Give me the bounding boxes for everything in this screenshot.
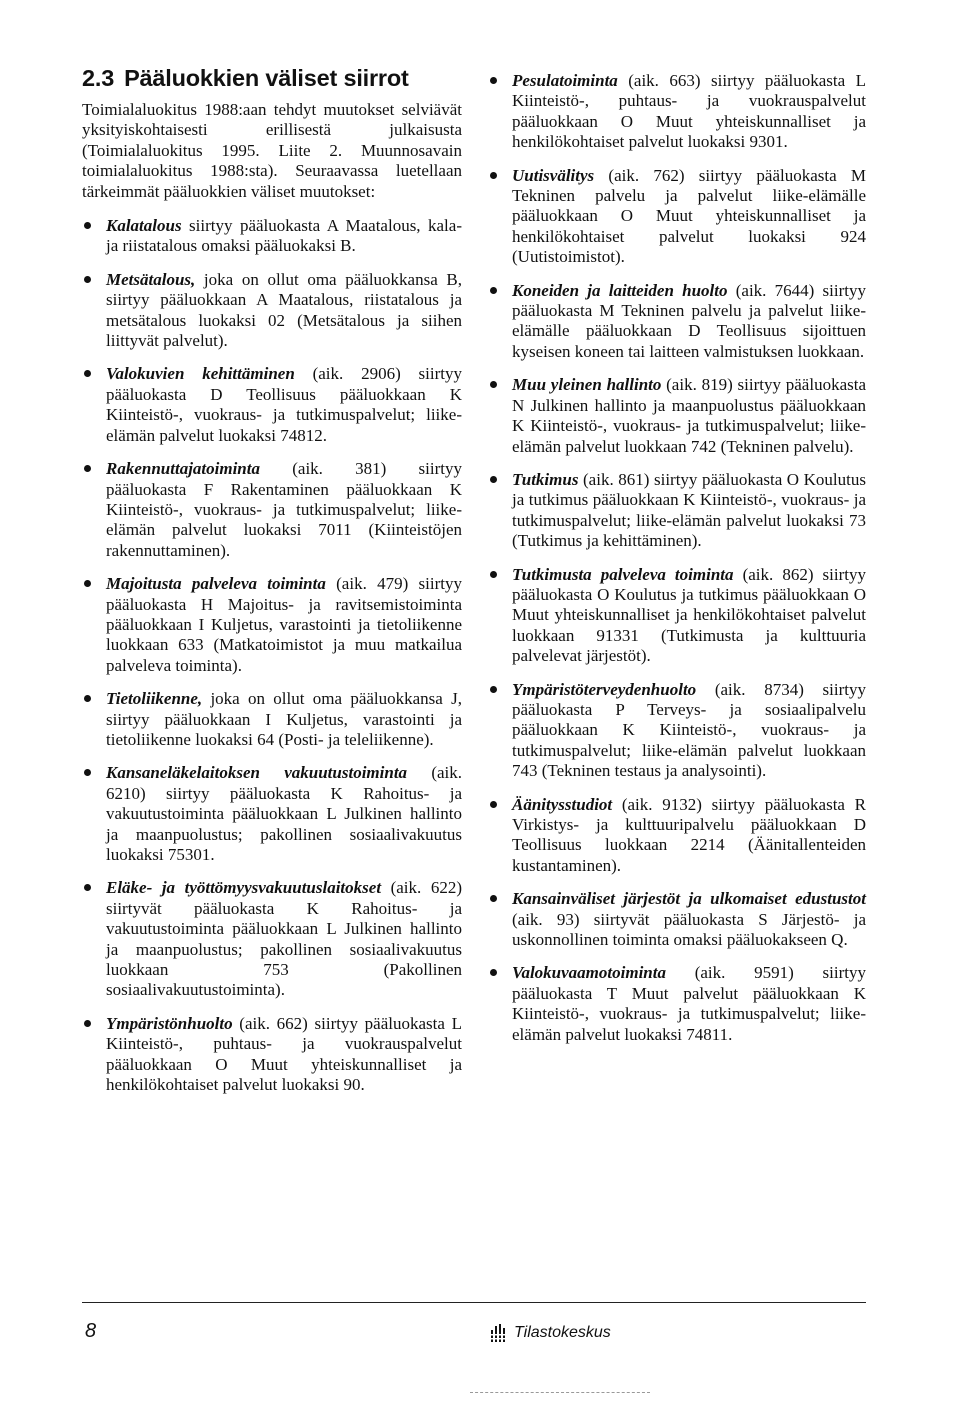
item-text: (aik. 663) siirtyy pääluokasta L Kiinteistö-, puhtaus- ja vuokrauspalvelut pääluokkaan O Muut yhteiskunnalliset ja henkilökohtaiset palvelut luokaksi 9301.: [512, 71, 866, 152]
list-item: [82, 763, 462, 865]
list-item: [488, 71, 866, 153]
item-term: Tutkimusta palveleva toiminta: [512, 564, 734, 584]
intro-paragraph: Toimialaluokitus 1988:aan tehdyt muutokset selviävät yksityiskohtaisesti erillisestä julkaisusta (Toimialaluokitus 1995. Liite 2. Muunnosavain toimialaluokitus 1988:sta). Seuraavassa luetellaan tärkeimmät pääluokkien väliset muutokset:: [82, 100, 462, 201]
item-text: (aik. 381) siirtyy pääluokasta F Rakentaminen pääluokkaan K Kiinteistö-, vuokraus- ja tutkimuspalvelut; liike-elämän palvelut luokaksi 7011 (Kiinteistöjen rakennuttaminen).: [106, 459, 462, 560]
bullet-icon: [84, 465, 91, 472]
bullet-icon: [490, 571, 497, 578]
tilastokeskus-logo-icon: [488, 1322, 510, 1344]
section-number: 2.3: [82, 65, 115, 91]
bullet-icon: [490, 801, 497, 808]
item-text: (aik. 662) siirtyy pääluokasta L Kiinteistö-, puhtaus- ja vuokrauspalvelut pääluokkaan O Muut yhteiskunnalliset ja henkilökohtaiset palvelut luokaksi 90.: [106, 1013, 462, 1095]
item-term: Tutkimus: [512, 469, 579, 489]
item-text: (aik. 93) siirtyvät pääluokasta S Järjestö- ja uskonnollinen toiminta omaksi pääluokakseen Q.: [512, 909, 866, 950]
bullet-icon: [84, 222, 91, 229]
bullet-icon: [84, 580, 91, 587]
bullet-icon: [490, 686, 497, 693]
bullet-icon: [490, 476, 497, 483]
bullet-icon: [490, 969, 497, 976]
list-item: [488, 963, 866, 1045]
list-item: [82, 270, 462, 352]
bullet-icon: [490, 895, 497, 902]
list-item: [82, 216, 462, 257]
right-column: [488, 71, 866, 1058]
item-term: Kansaneläkelaitoksen vakuutustoiminta: [106, 763, 408, 783]
list-item: [82, 689, 462, 750]
item-term: Kansainväliset järjestöt ja ulkomaiset edustustot: [512, 889, 866, 909]
bullet-icon: [84, 276, 91, 283]
publisher-mark: [488, 1322, 611, 1344]
item-term: Ympäristönhuolto: [106, 1013, 233, 1033]
item-text: (aik. 819) siirtyy pääluokasta N Julkinen hallinto ja maanpuolustus pääluokkaan K Kiinteistö-, vuokraus- ja tutkimuspalvelut; liike-elämän palvelut luokkaan 742 (Tekninen palvelu).: [512, 375, 866, 456]
bullet-icon: [490, 77, 497, 84]
item-term: Valokuvaamotoiminta: [512, 963, 666, 983]
item-term: Majoitusta palveleva toiminta: [106, 574, 326, 594]
list-item: [488, 795, 866, 877]
item-text: (aik. 8734) siirtyy pääluokasta P Terveys- ja sosiaalipalvelu pääluokkaan K Kiinteistö-, vuokraus- ja tutkimuspalvelut; liike-elämän palvelut luokkaan 743 (Tekninen testaus ja analysointi).: [512, 679, 866, 781]
item-text: (aik. 9132) siirtyy pääluokasta R Virkistys- ja kulttuuripalvelu pääluokkaan D Teollisuus luokkaan 2214 (Äänitallenteiden kustantaminen).: [512, 794, 866, 875]
section-title: Pääluokkien väliset siirrot: [124, 65, 409, 91]
list-item: [82, 878, 462, 1000]
item-text: joka on ollut oma pääluokkansa B, siirtyy pääluokkaan A Maatalous, riistatalous ja metsätalous luokaksi 02 (Metsätalous ja siihen liittyvät palvelut).: [106, 269, 462, 351]
item-text: (aik. 2906) siirtyy pääluokasta D Teollisuus pääluokkaan K Kiinteistö-, vuokraus- ja tutkimuspalvelut; liike-elämän palvelut luokaksi 74812.: [106, 364, 462, 445]
section-heading: [82, 64, 472, 92]
left-column: [82, 100, 462, 1108]
list-item: [82, 1014, 462, 1096]
bullet-icon: [84, 370, 91, 377]
list-item: [82, 459, 462, 561]
item-text: (aik. 762) siirtyy pääluokasta M Tekninen palvelu ja palvelut liike-elämälle pääluokkaan O Muut yhteiskunnalliset ja henkilökohtaiset palvelut luokaksi 924 (Uutistoimistot).: [512, 165, 866, 267]
item-term: Eläke- ja työttömyysvakuutuslaitokset: [106, 878, 382, 898]
item-term: Äänitysstudiot: [512, 794, 613, 814]
bullet-icon: [84, 884, 91, 891]
left-bullet-list: [82, 216, 462, 1095]
page-number: 8: [85, 1320, 97, 1342]
bullet-icon: [84, 695, 91, 702]
item-text: (aik. 861) siirtyy pääluokasta O Koulutus ja tutkimus pääluokkaan K Kiinteistö-, vuokraus- ja tutkimuspalvelut; liike-elämän palvelut luokaksi 73 (Tutkimus ja kehittäminen).: [512, 469, 866, 551]
footer-divider: [82, 1302, 866, 1303]
item-text: (aik. 6210) siirtyy pääluokasta K Rahoitus- ja vakuutustoiminta pääluokkaan L Julkinen hallinto ja maanpuolustus; pakollinen sosiaalivakuutus luokaksi 75301.: [106, 763, 462, 864]
list-item: [488, 889, 866, 950]
list-item: [488, 680, 866, 782]
item-text: (aik. 479) siirtyy pääluokasta H Majoitus- ja ravitsemistoiminta pääluokkaan I Kuljetus, varastointi ja tietoliikenne luokkaan 633 (Matkatoimistot ja muu matkailua palveleva toiminta).: [106, 574, 462, 675]
bullet-icon: [84, 1020, 91, 1027]
item-term: Muu yleinen hallinto: [512, 375, 662, 395]
item-term: Valokuvien kehittäminen: [106, 364, 295, 384]
list-item: [488, 375, 866, 457]
list-item: [82, 574, 462, 676]
item-term: Rakennuttajatoiminta: [106, 459, 260, 479]
bottom-scan-line: [470, 1392, 650, 1393]
list-item: [488, 565, 866, 667]
list-item: [82, 364, 462, 446]
list-item: [488, 281, 866, 363]
item-term: Ympäristöterveydenhuolto: [512, 679, 697, 699]
publisher-name: Tilastokeskus: [514, 1324, 611, 1341]
item-text: (aik. 7644) siirtyy pääluokasta M Tekninen palvelu ja palvelut liike-elämälle pääluokkaan D Teollisuus sijoittuen kyseisen koneen tai laitteen valmistuksen luokkaan.: [512, 280, 866, 361]
item-term: Uutisvälitys: [512, 165, 595, 185]
list-item: [488, 166, 866, 268]
bullet-icon: [490, 381, 497, 388]
list-item: [488, 470, 866, 552]
right-bullet-list: [488, 71, 866, 1045]
bullet-icon: [84, 769, 91, 776]
item-text: (aik. 622) siirtyvät pääluokasta K Rahoitus- ja vakuutustoiminta pääluokkaan L Julkinen hallinto ja maanpuolustus; pakollinen sosiaalivakuutus luokkaan 753 (Pakollinen sosiaalivakuutustoiminta).: [106, 878, 462, 1000]
item-text: siirtyy pääluokasta A Maatalous, kala- ja riistatalous omaksi pääluokaksi B.: [106, 216, 462, 256]
bullet-icon: [490, 172, 497, 179]
bullet-icon: [490, 287, 497, 294]
item-text: joka on ollut oma pääluokkansa J, siirtyy pääluokkaan I Kuljetus, varastointi ja tietoliikenne luokaksi 64 (Posti- ja teleliikenne).: [106, 689, 462, 749]
item-term: Kalatalous: [106, 216, 182, 236]
item-term: Pesulatoiminta: [512, 71, 618, 90]
item-term: Tietoliikenne,: [106, 689, 203, 709]
item-term: Metsätalous,: [106, 269, 196, 289]
item-text: (aik. 862) siirtyy pääluokasta O Koulutus ja tutkimus pääluokkaan O Muut yhteiskunnalliset ja henkilökohtaiset palvelut luokkaan 91331 (Tutkimusta ja kulttuuria palvelevat järjestöt).: [512, 564, 866, 666]
item-term: Koneiden ja laitteiden huolto: [512, 280, 728, 300]
item-text: (aik. 9591) siirtyy pääluokasta T Muut palvelut pääluokkaan K Kiinteistö-, vuokraus- ja tutkimuspalvelut; liike-elämän palvelut luokaksi 74811.: [512, 963, 866, 1044]
